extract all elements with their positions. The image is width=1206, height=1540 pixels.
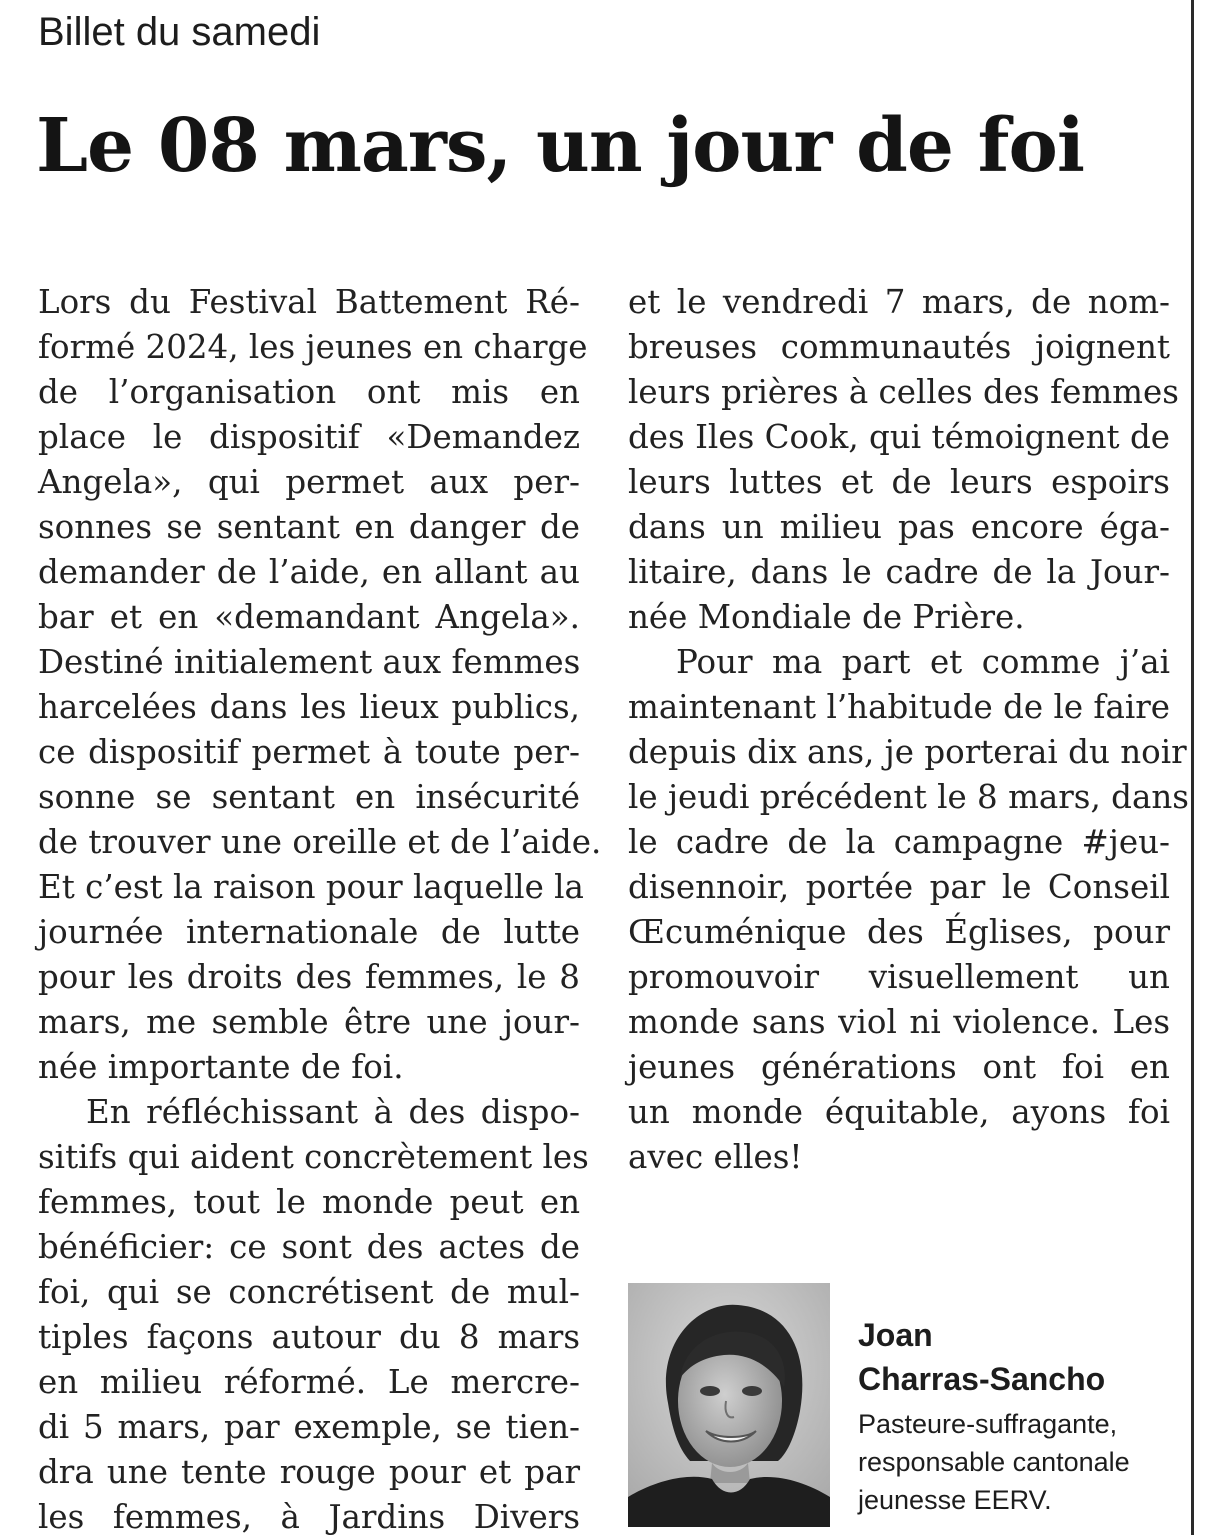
body-line: litaire, dans le cadre de la Jour- bbox=[628, 553, 1170, 591]
body-line: demander de l’aide, en allant au bbox=[38, 553, 580, 591]
body-line: sonne se sentant en insécurité bbox=[38, 778, 580, 816]
article-headline: Le 08 mars, un jour de foi bbox=[36, 103, 1084, 189]
article-column-right bbox=[628, 280, 1189, 1180]
body-line: de trouver une oreille et de l’aide. bbox=[38, 823, 602, 861]
body-line: journée internationale de lutte bbox=[38, 913, 580, 951]
body-line: leurs prières à celles des femmes bbox=[628, 373, 1179, 411]
body-line: place le dispositif «Demandez bbox=[38, 418, 580, 456]
body-line: breuses communautés joignent bbox=[628, 328, 1170, 366]
body-line: tiples façons autour du 8 mars bbox=[38, 1318, 580, 1356]
body-line: formé 2024, les jeunes en charge bbox=[38, 328, 588, 366]
body-line: ce dispositif permet à toute per- bbox=[38, 733, 580, 771]
body-line: de l’organisation ont mis en bbox=[38, 373, 580, 411]
body-line: Œcuménique des Églises, pour bbox=[628, 913, 1170, 951]
body-line: disennoir, portée par le Conseil bbox=[628, 868, 1170, 906]
body-line: en milieu réformé. Le mercre- bbox=[38, 1363, 580, 1401]
author-role-line: responsable cantonale bbox=[858, 1447, 1130, 1477]
body-line: foi, qui se concrétisent de mul- bbox=[38, 1273, 580, 1311]
author-name-line: Joan bbox=[858, 1317, 933, 1353]
body-line: depuis dix ans, je porterai du noir bbox=[628, 733, 1187, 771]
column-rule bbox=[1191, 0, 1194, 1535]
body-line: Destiné initialement aux femmes bbox=[38, 643, 581, 681]
author-name-line: Charras-Sancho bbox=[858, 1361, 1106, 1397]
body-line: harcelées dans les lieux publics, bbox=[38, 688, 580, 726]
body-line: leurs luttes et de leurs espoirs bbox=[628, 463, 1170, 501]
body-line: jeunes générations ont foi en bbox=[628, 1048, 1170, 1086]
body-line: pour les droits des femmes, le 8 bbox=[38, 958, 580, 996]
body-line: née Mondiale de Prière. bbox=[628, 598, 1025, 636]
body-line: maintenant l’habitude de le faire bbox=[628, 688, 1170, 726]
section-kicker: Billet du samedi bbox=[38, 10, 321, 54]
body-line: Et c’est la raison pour laquelle la bbox=[38, 868, 584, 906]
author-role-block bbox=[858, 1405, 1130, 1519]
author-role-line: jeunesse EERV. bbox=[858, 1485, 1052, 1515]
body-line: monde sans viol ni violence. Les bbox=[628, 1003, 1170, 1041]
body-line: promouvoir visuellement un bbox=[628, 958, 1170, 996]
author-portrait bbox=[628, 1283, 830, 1527]
body-line: Pour ma part et comme j’ai bbox=[676, 643, 1170, 681]
author-role-line: Pasteure-suffragante, bbox=[858, 1409, 1118, 1439]
body-line: des Iles Cook, qui témoignent de bbox=[628, 418, 1170, 456]
body-line: femmes, tout le monde peut en bbox=[38, 1183, 580, 1221]
body-line: mars, me semble être une jour- bbox=[38, 1003, 580, 1041]
body-line: née importante de foi. bbox=[38, 1048, 404, 1086]
body-line: Angela», qui permet aux per- bbox=[38, 463, 580, 501]
body-line: le jeudi précédent le 8 mars, dans bbox=[628, 778, 1189, 816]
body-line: sitifs qui aident concrètement les bbox=[38, 1138, 589, 1176]
body-line: les femmes, à Jardins Divers bbox=[38, 1498, 580, 1536]
body-line: bénéficier: ce sont des actes de bbox=[38, 1228, 580, 1266]
body-line: et le vendredi 7 mars, de nom- bbox=[628, 283, 1170, 321]
body-line: un monde équitable, ayons foi bbox=[628, 1093, 1170, 1131]
body-line: sonnes se sentant en danger de bbox=[38, 508, 580, 546]
body-line: dra une tente rouge pour et par bbox=[38, 1453, 580, 1491]
author-byline bbox=[858, 1313, 1130, 1519]
article-column-left bbox=[38, 280, 602, 1540]
body-line: En réfléchissant à des dispo- bbox=[86, 1093, 580, 1131]
body-line: bar et en «demandant Angela». bbox=[38, 598, 580, 636]
body-line: di 5 mars, par exemple, se tien- bbox=[38, 1408, 580, 1446]
body-line: le cadre de la campagne #jeu- bbox=[628, 823, 1170, 861]
body-line: Lors du Festival Battement Ré- bbox=[38, 283, 580, 321]
body-line: avec elles! bbox=[628, 1138, 803, 1176]
body-line: dans un milieu pas encore éga- bbox=[628, 508, 1170, 546]
portrait-illustration bbox=[628, 1283, 830, 1527]
